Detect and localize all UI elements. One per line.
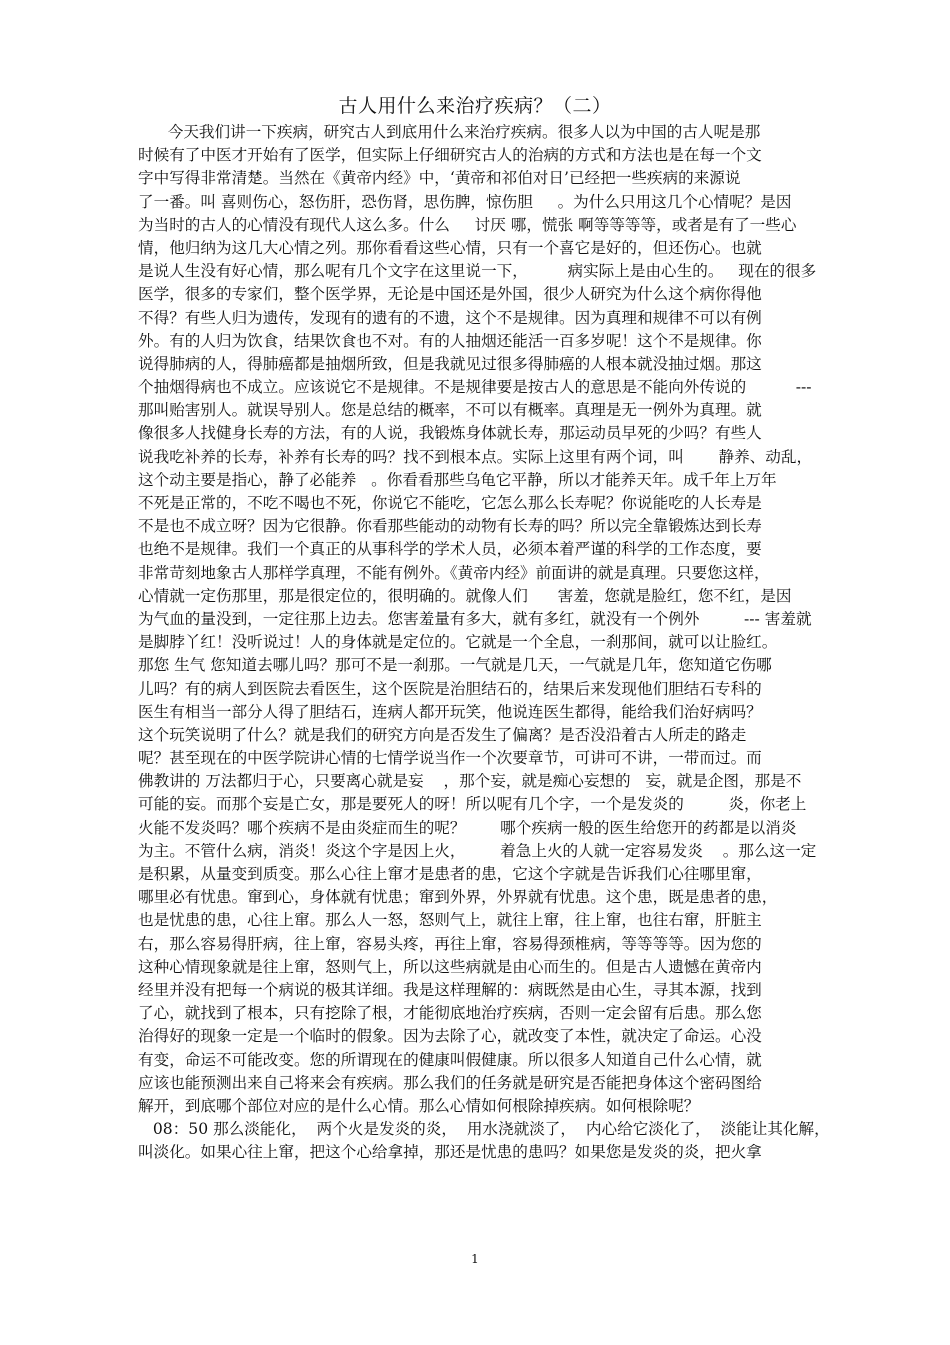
body-text-line: 佛教讲的 万法都归于心，只要离心就是妄 ，那个妄，就是痴心妄想的 妄，就是企图，那是不 xyxy=(138,772,802,791)
body-text-line: 不得？有些人归为遗传，发现有的遗有的不遗，这个不是规律。因为真理和规律不可以有例 xyxy=(138,308,762,327)
body-text-line: 医生有相当一部分人得了胆结石，连病人都开玩笑，他说连医生都得，能给我们治好病吗？ xyxy=(138,702,762,721)
body-text-line: 右，那么容易得肝病，往上窜，容易头疼，再往上窜，容易得颈椎病，等等等等。因为您的 xyxy=(138,934,762,953)
body-text-line: 医学，很多的专家们，整个医学界，无论是中国还是外国，很少人研究为什么这个病你得他 xyxy=(138,285,762,304)
body-text-line: 那叫贻害别人。就误导别人。您是总结的概率，不可以有概率。真理是无一例外为真理。就 xyxy=(138,401,762,420)
body-text-line: 为主。不管什么病，消炎！炎这个字是因上火， 着急上火的人就一定容易发炎 。那么这一定 xyxy=(138,841,817,860)
body-text-line: 是脚脖丫红！没听说过！人的身体就是定位的。它就是一个全息，一刹那间，就可以让脸红。 xyxy=(138,633,778,652)
body-text-line: 像很多人找健身长寿的方法，有的人说，我锻炼身体就长寿，那运动员早死的少吗？有些人 xyxy=(138,424,762,443)
body-text-line: 今天我们讲一下疾病，研究古人到底用什么来治疗疾病。很多人以为中国的古人呢是那 xyxy=(138,123,761,141)
body-text-line: 说得肺病的人，得肺癌都是抽烟所致，但是我就见过很多得肺癌的人根本就没抽过烟。那这 xyxy=(138,354,762,373)
body-text-line: 说我吃补养的长寿，补养有长寿的吗？找不到根本点。实际上这里有两个词，叫 静养、动乱， xyxy=(138,447,813,466)
body-text-line: 为气血的量没到，一定往那上边去。您害羞量有多大，就有多红，就没有一个例外 --- 害羞就 xyxy=(138,609,812,628)
body-text-line: 字中写得非常清楚。当然在《黄帝内经》中，‘黄帝和祁伯对日’已经把一些疾病的来源说 xyxy=(138,169,741,188)
body-text-line: 有变，命运不可能改变。您的所谓现在的健康叫假健康。所以很多人知道自己什么心情，就 xyxy=(138,1050,762,1069)
body-text-line: 可能的妄。而那个妄是亡女，那是要死人的呀！所以呢有几个字，一个是发炎的 炎，你老上 xyxy=(138,795,807,814)
body-text-line: 也是忧患的患，心往上窜。那么人一怒，怒则气上，就往上窜，往上窜，也往右窜，肝脏主 xyxy=(138,911,762,930)
body-text-line: 是说人生没有好心情，那么呢有几个文字在这里说一下， 病实际上是由心生的。 现在的很多 xyxy=(138,262,817,281)
body-text-line: 不是也不成立呀？因为它很静。你看那些能动的动物有长寿的吗？所以完全靠锻炼达到长寿 xyxy=(138,517,762,536)
body-text-line: 个抽烟得病也不成立。应该说它不是规律。不是规律要是按古人的意思是不能向外传说的 --- xyxy=(138,378,812,397)
body-text-line: 儿吗？有的病人到医院去看医生，这个医院是治胆结石的，结果后来发现他们胆结石专科的 xyxy=(138,679,762,698)
body-text-line: 为当时的古人的心情没有现代人这么多。什么 讨厌 哪，慌张 啊等等等等，或者是有了一些心 xyxy=(138,215,797,234)
body-text-line: 情，他归纳为这几大心情之列。那你看看这些心情，只有一个喜它是好的，但还伤心。也就 xyxy=(138,238,762,257)
body-text-line: 这个玩笑说明了什么？就是我们的研究方向是否发生了偏离？是否没沿着古人所走的路走 xyxy=(138,725,747,744)
body-text-line: 是积累，从量变到质变。那么心往上窜才是患者的患，它这个字就是告诉我们心往哪里窜， xyxy=(138,865,762,883)
body-text-line: 这种心情现象就是往上窜，怒则气上，所以这些病就是由心而生的。但是古人遗憾在黄帝内 xyxy=(138,957,762,976)
body-text-line: 叫淡化。如果心往上窜，把这个心给拿掉，那还是忧患的患吗？如果您是发炎的炎，把火拿 xyxy=(138,1143,762,1162)
body-text-line: 治得好的现象一定是一个临时的假象。因为去除了心，就改变了本性，就决定了命运。心没 xyxy=(138,1027,762,1046)
body-text-line: 那您 生气 您知道去哪儿吗？那可不是一刹那。一气就是几天，一气就是几年，您知道它伤哪 xyxy=(138,656,772,675)
body-text-line: 应该也能预测出来自己将来会有疾病。那么我们的任务就是研究是否能把身体这个密码图给 xyxy=(138,1073,762,1092)
body-text-line: 心情就一定伤那里，那是很定位的，很明确的。就像人们 害羞，您就是脸红，您不红，是因 xyxy=(138,586,792,605)
body-text-line: 了心，就找到了根本，只有挖除了根，才能彻底地治疗疾病，否则一定会留有后患。那么您 xyxy=(138,1004,762,1023)
body-text-line: 外。有的人归为饮食，结果饮食也不对。有的人抽烟还能活一百多岁呢！这个不是规律。你 xyxy=(138,331,762,350)
body-text-line: 哪里必有忧患。窜到心，身体就有忧患；窜到外界，外界就有忧患。这个患，既是患者的患， xyxy=(138,888,778,907)
document-title: 古人用什么来治疗疾病？（二） xyxy=(338,95,612,117)
body-text-line: 经里并没有把每一个病说的极其详细。我是这样理解的：病既然是由心生，寻其本源，找到 xyxy=(138,980,762,999)
page-number: 1 xyxy=(471,1252,479,1266)
body-text-line: 火能不发炎吗？哪个疾病不是由炎症而生的呢？ 哪个疾病一般的医生给您开的药都是以消炎 xyxy=(138,818,797,837)
body-text-line: 解开，到底哪个部位对应的是什么心情。那么心情如何根除掉疾病。如何根除呢？ xyxy=(138,1096,700,1115)
body-text-line: 了一番。叫 喜则伤心，怒伤肝，恐伤肾，思伤脾，惊伤胆 。为什么只用这几个心情呢？是因 xyxy=(138,192,792,211)
body-text-line: 时候有了中医才开始有了医学，但实际上仔细研究古人的治病的方式和方法也是在每一个文 xyxy=(138,146,762,165)
body-text-line: 呢？甚至现在的中医学院讲心情的七情学说当作一个次要章节，可讲可不讲，一带而过。而 xyxy=(138,749,762,768)
body-text-line: 不死是正常的，不吃不喝也不死，你说它不能吃，它怎么那么长寿呢？你说能吃的人长寿是 xyxy=(138,494,762,512)
body-text-line: 这个动主要是指心，静了必能养 。你看看那些乌龟它平静，所以才能养天年。成千年上万年 xyxy=(138,470,777,489)
document-body xyxy=(138,121,913,1164)
body-text-line: 08：50 那么淡能化， 两个火是发炎的炎， 用水浇就淡了， 内心给它淡化了， 淡能让其化解， xyxy=(138,1120,830,1139)
body-text-line: 非常苛刻地象古人那样学真理，不能有例外。《黄帝内经》前面讲的就是真理。只要您这样， xyxy=(138,563,770,582)
body-text-line: 也绝不是规律。我们一个真正的从事科学的学术人员，必须本着严谨的科学的工作态度，要 xyxy=(138,540,762,559)
